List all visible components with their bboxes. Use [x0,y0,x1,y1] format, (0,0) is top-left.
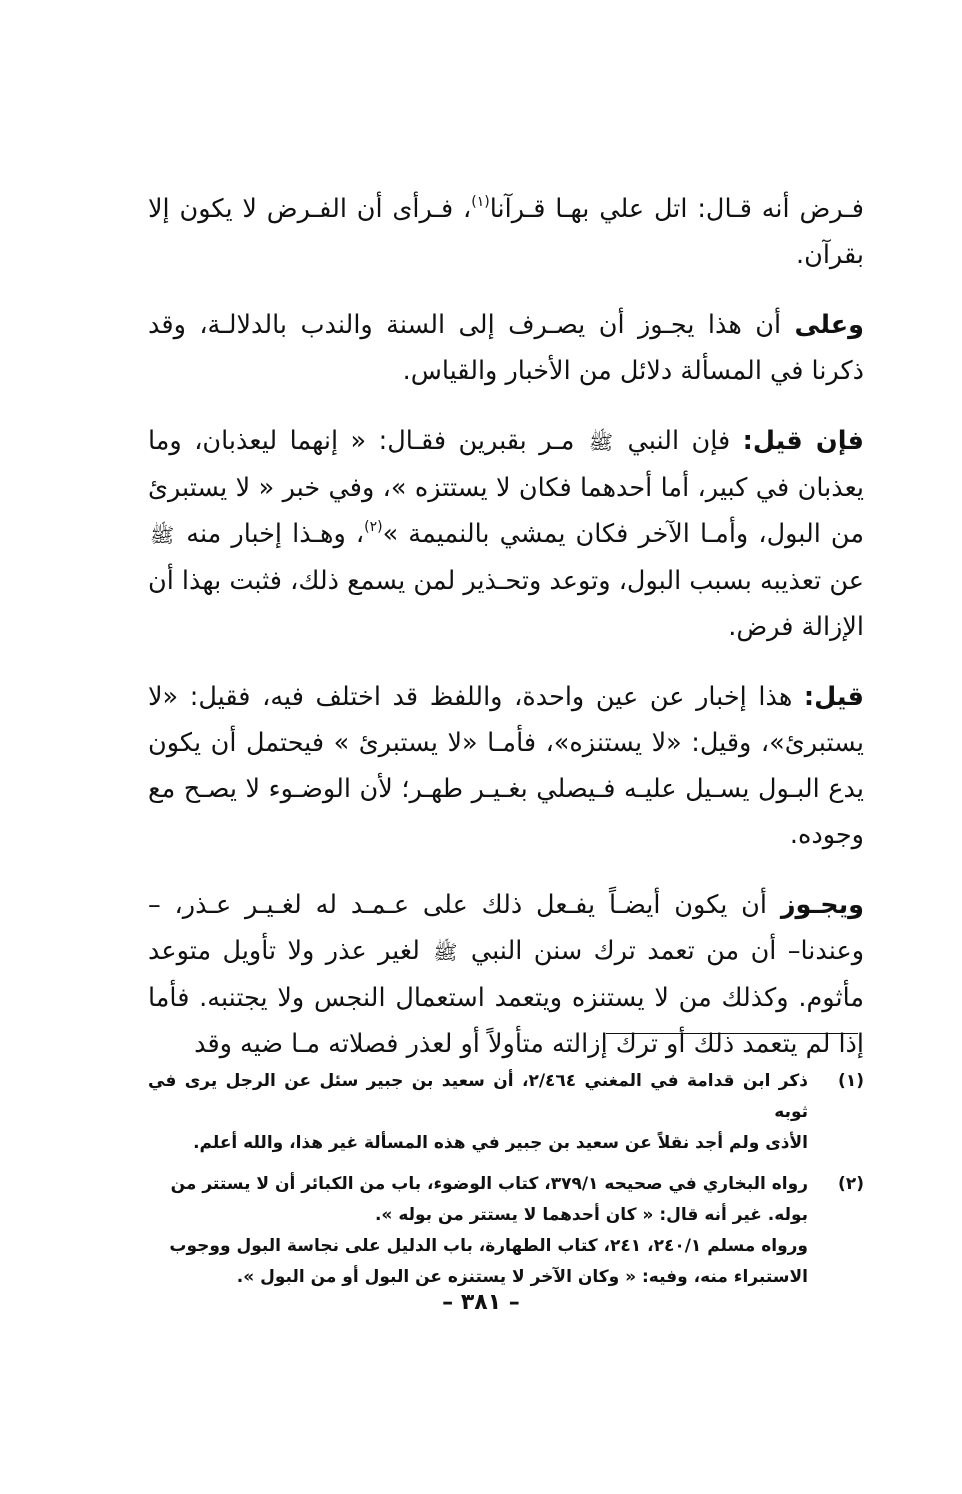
salla-symbol: ﷺ [588,430,614,454]
footnote-line: الاستبراء منه، وفيه: « وكان الآخر لا يستنزه عن البول أو من البول ». [236,1267,808,1287]
paragraph-text: ، فـرأى أن الفـرض لا يكون إلا بقرآن. [148,194,864,270]
footnote-2 [148,1169,864,1293]
footnote-line: ورواه مسلم ٢٤٠/١، ٢٤١، كتاب الطهارة، باب الدليل على نجاسة البول ووجوب [169,1236,808,1256]
paragraph-lead: وعلى [794,310,864,340]
paragraph-text: مـر بقبرين فقـال: « إنهما ليعذبان، وما يعذبان في كبير، أما أحدهما فكان لا يستتزه »، وفي خبر « لا يستبرئ من البول، وأمـا الآخر فكان يمشي بالنميمة » [148,426,864,549]
footnote-separator [606,1033,858,1034]
footnote-line: رواه البخاري في صحيحه ٣٧٩/١، كتاب الوضوء، باب من الكبائر أن لا يستتر من [170,1174,808,1194]
paragraph-1 [148,186,864,278]
paragraph-text: فـرض أنه قـال: اتل علي بهـا قـرآنا [489,194,864,224]
page-number: – ٣٨١ – [442,1290,520,1315]
main-text [148,186,864,1091]
paragraph-text: هذا إخبار عن عين واحدة، واللفظ قد اختلف فيه، فقيل: «لا يستبرئ»، وقيل: «لا يستنزه»، فأمـا «لا يستبرئ » فيحتمل أن يكون يدع البـول يسـيل عليـه فـيصلي بغـيـر طهـر؛ لأن الوضـوء لا يصـح مع وجوده. [148,682,864,850]
paragraph-3 [148,418,864,650]
paragraph-text: فإن النبي [615,426,743,456]
paragraph-text: ، وهـذا إخبار منه [176,519,365,549]
paragraph-lead: قيل: [803,682,864,712]
salla-symbol: ﷺ [150,523,175,547]
footnote-number: (٢) [838,1174,864,1194]
paragraph-4 [148,674,864,858]
footnote-line: ذكر ابن قدامة في المغني ٢/٤٦٤، أن سعيد بن جبير سئل عن الرجل يرى في ثوبه [148,1071,808,1122]
paragraph-5 [148,882,864,1067]
paragraph-text: عن تعذيبه بسبب البول، وتوعد وتحـذير لمن يسمع ذلك، فثبت بهذا أن الإزالة فرض. [148,566,864,642]
paragraph-2 [148,302,864,394]
footnote-ref-1: (١) [471,194,490,210]
paragraph-text: لغير عذر ولا تأويل متوعد مأثوم. وكذلك من لا يستنزه ويتعمد استعمال النجس ولا يجتنبه. فأما إذا لم يتعمد ذلك أو ترك إزالته متأولاً أو لعذر فصلاته مـا ضيه وقد [148,936,864,1059]
footnote-body [148,1169,808,1293]
salla-symbol: ﷺ [433,940,458,964]
paragraph-lead: ويجـوز [780,890,864,920]
footnote-number: (١) [838,1071,864,1091]
paragraph-text: أن يكون أيضـاً يفـعل ذلك على عـمـد له لغـيـر عـذر، – وعندنا– أن من تعمد ترك سنن النبي [148,890,865,966]
footnote-line: بوله. غير أنه قال: « كان أحدهما لا يستتر من بوله ». [374,1205,808,1225]
paragraph-lead: فإن قيل: [742,426,864,456]
footnotes [148,1066,864,1303]
footnote-body [148,1066,808,1159]
footnote-line: الأذى ولم أجد نقلاً عن سعيد بن جبير في هذه المسألة غير هذا، والله أعلم. [193,1133,808,1153]
footnote-ref-2: (٢) [364,519,383,535]
footnote-1 [148,1066,864,1159]
paragraph-text: أن هذا يجـوز أن يصـرف إلى السنة والندب بالدلالـة، وقد ذكرنا في المسألة دلائل من الأخبار والقياس. [148,310,864,386]
